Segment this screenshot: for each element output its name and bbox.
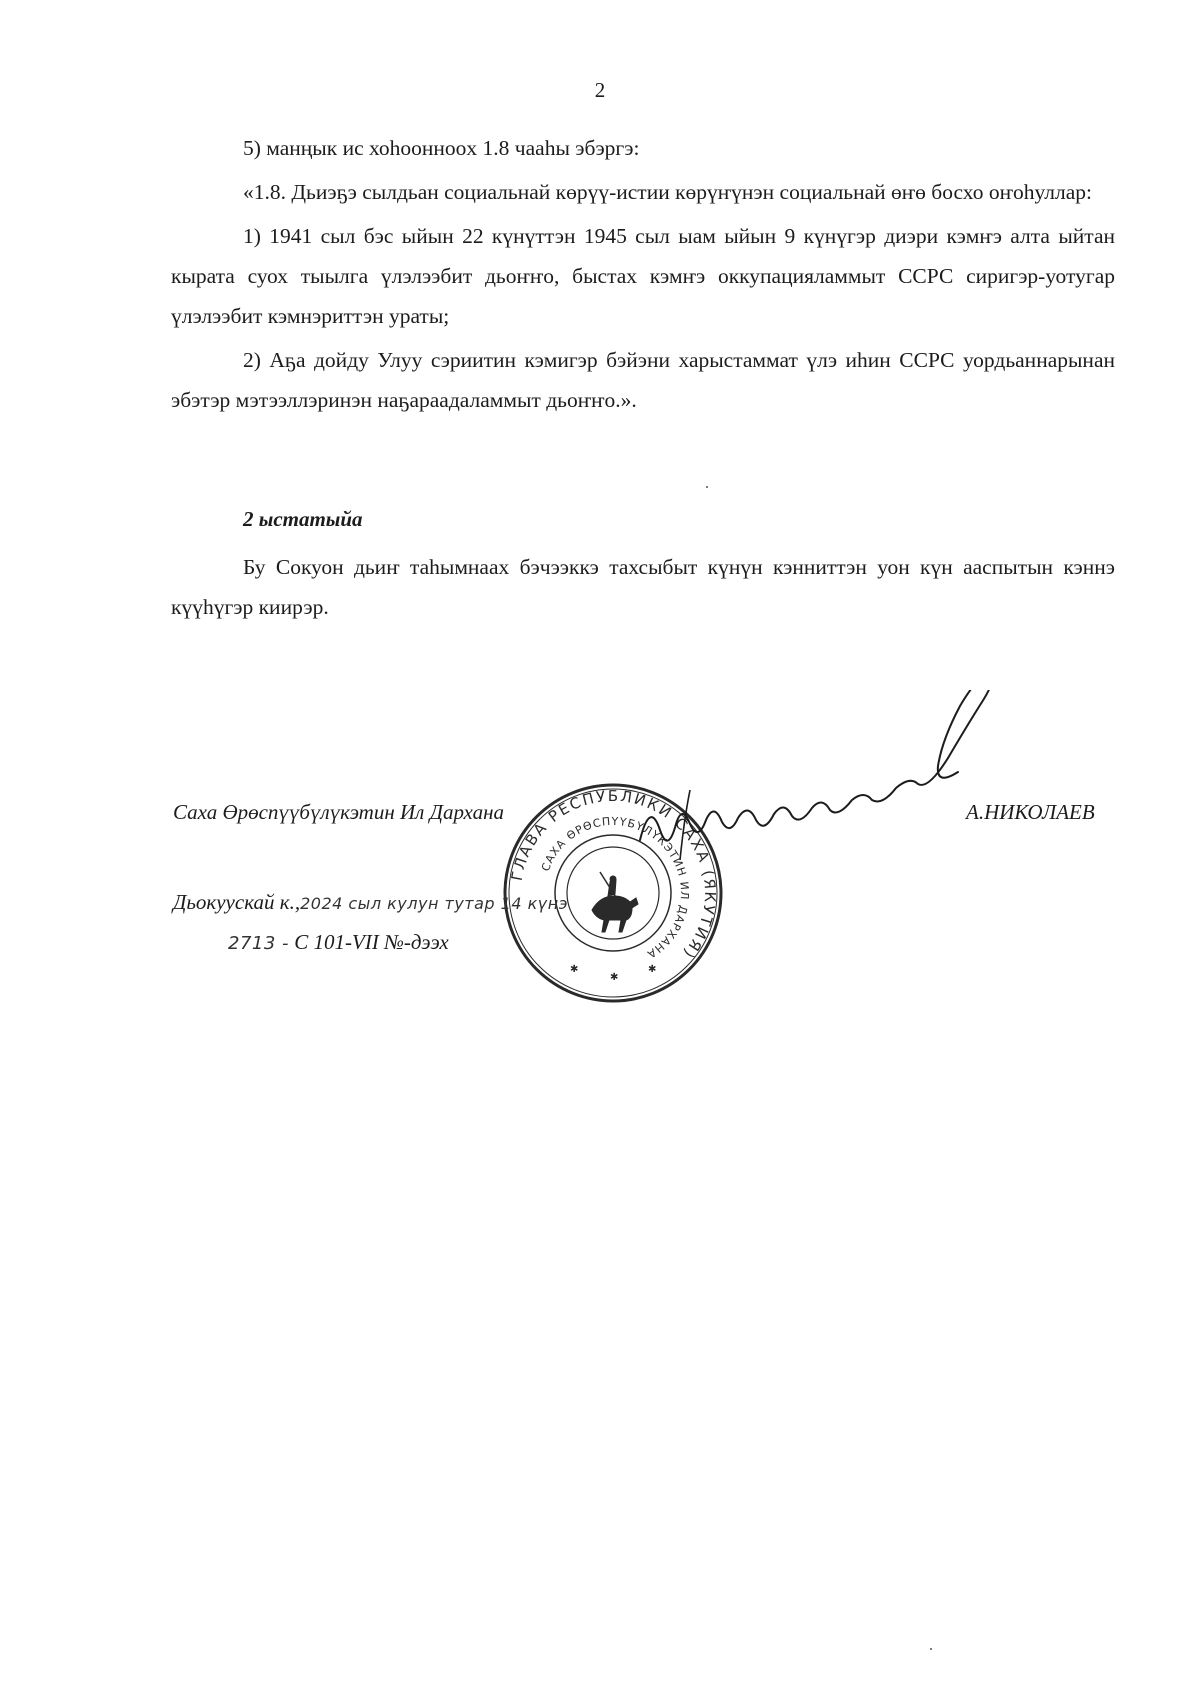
article-paragraph: Бу Сокуон дьиҥ таһымнаах бэчээккэ тахсыбыт күнүн кэнниттэн уон күн ааспытын кэннэ күүһүгэр киирэр. <box>171 555 1115 619</box>
page-number: 2 <box>594 78 606 102</box>
svg-text:✱: ✱ <box>570 964 579 975</box>
place-date <box>173 890 568 915</box>
document-number <box>228 930 449 955</box>
paragraph-intro: 5) манңык ис хоһооннooх 1.8 чааһы эбэргэ: <box>243 136 640 160</box>
paragraph-item-1: 1) 1941 сыл бэс ыйын 22 күнүттэн 1945 сыл ыам ыйын 9 күнүгэр диэри кэмҥэ алта ыйтан кырата суох тыылга үлэлээбит дьоҥҥо, быстах кэмҥэ оккупацияламмыт ССРС сиригэр-уотугар үлэлээбит кэмнэриттэн ураты; <box>171 224 1115 328</box>
paragraph-item-2: 2) Аҕа дойду Улуу сэриитин кэмигэр бэйэни харыстаммат үлэ иһин ССРС уордьаннарынан эбэтэр мэтээллэринэн наҕараадаламмыт дьоҥҥо.». <box>171 348 1115 412</box>
seal-outer-text: ГЛАВА РЕСПУБЛИКИ САХА (ЯКУТИЯ) <box>507 786 720 964</box>
paragraph-section-1-8: «1.8. Дьиэҕэ сылдьан социальнай көрүү-истии көрүҥүнэн социальнай өҥө босхо оҥоһуллар: <box>243 180 1093 204</box>
scan-speck <box>706 486 708 488</box>
svg-text:✱: ✱ <box>648 964 657 975</box>
seal-inner-text: САХА ӨРӨСПҮҮБҮЛҮКЭТИН ИЛ ДАРХАНА <box>538 814 692 962</box>
article-heading: 2 ыстатыйа <box>243 507 363 531</box>
document-body <box>171 128 1115 424</box>
handwritten-signature <box>620 690 1040 880</box>
handwritten-date: 2024 сыл кулун тутар 14 күнэ <box>300 894 568 913</box>
svg-text:✱: ✱ <box>610 972 619 983</box>
horseman-emblem-icon <box>592 872 638 932</box>
handwritten-number: 2713 - <box>228 933 290 954</box>
place-label: Дьокуускай к., <box>173 890 301 914</box>
number-suffix: С 101-VII №-дээх <box>294 930 449 954</box>
signer-name: А.НИКОЛАЕВ <box>966 800 1095 824</box>
scan-speck <box>930 1648 932 1650</box>
article-body <box>171 547 1115 627</box>
signer-title: Саха Өрөспүүбүлүкэтин Ил Дархана <box>173 800 504 824</box>
